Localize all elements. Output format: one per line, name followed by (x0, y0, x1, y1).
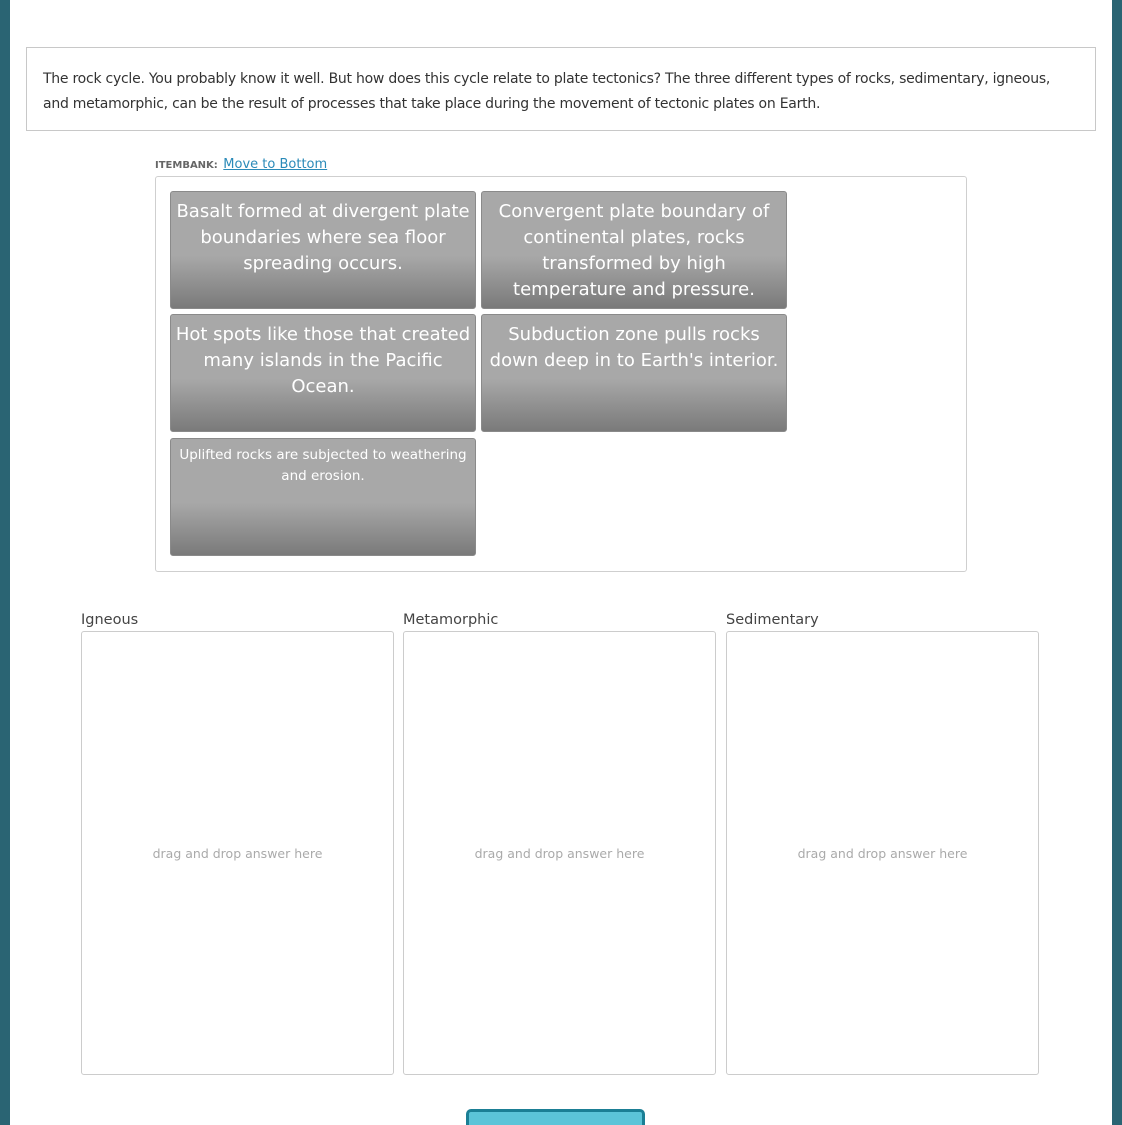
answer-tile-subduction[interactable]: Subduction zone pulls rocks down deep in to Earth's interior. (481, 314, 787, 432)
itembank-header (155, 157, 327, 172)
drop-zone-sedimentary[interactable] (726, 631, 1039, 1075)
drop-hint: drag and drop answer here (797, 845, 968, 861)
frame-left-border (0, 0, 10, 1125)
itembank (155, 176, 967, 572)
bin-label-igneous: Igneous (81, 612, 139, 628)
drop-zone-metamorphic[interactable] (403, 631, 716, 1075)
drop-hint: drag and drop answer here (474, 845, 645, 861)
drop-zone-igneous[interactable] (81, 631, 394, 1075)
drop-hint: drag and drop answer here (152, 845, 323, 861)
answer-tile-convergent[interactable]: Convergent plate boundary of continental plates, rocks transformed by high temperature and pressure. (481, 191, 787, 309)
submit-button[interactable] (466, 1109, 645, 1125)
answer-tile-uplifted[interactable]: Uplifted rocks are subjected to weathering and erosion. (170, 438, 476, 556)
bin-label-sedimentary: Sedimentary (726, 612, 819, 628)
move-to-bottom-link[interactable]: Move to Bottom (223, 157, 328, 172)
question-prompt: The rock cycle. You probably know it well. But how does this cycle relate to plate tectonics? The three different types of rocks, sedimentary, igneous, and metamorphic, can be the result of processes that take place during the movement of tectonic plates on Earth. (26, 47, 1096, 131)
answer-tile-basalt[interactable]: Basalt formed at divergent plate boundaries where sea floor spreading occurs. (170, 191, 476, 309)
frame-right-border (1112, 0, 1122, 1125)
itembank-label: ITEMBANK: (155, 160, 218, 171)
answer-tile-hot-spots[interactable]: Hot spots like those that created many islands in the Pacific Ocean. (170, 314, 476, 432)
bin-label-metamorphic: Metamorphic (403, 612, 499, 628)
